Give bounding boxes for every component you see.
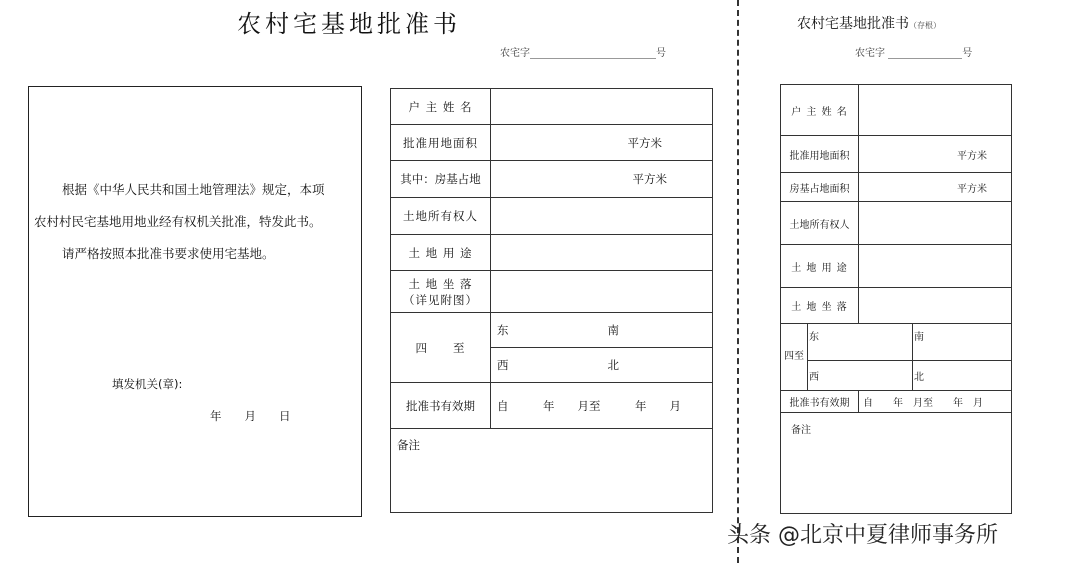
stub-holder-label: 土地所有权人 (781, 202, 859, 245)
stub-use-field[interactable] (859, 245, 1012, 288)
use-label: 土 地 用 途 (391, 235, 491, 271)
serial-number (500, 44, 666, 59)
stub-validity-field[interactable]: 自 年 月至 年 月 (859, 391, 1012, 413)
use-field[interactable] (491, 235, 713, 271)
stub-area-label: 批准用地面积 (781, 136, 859, 173)
stub-owner-field[interactable] (859, 85, 1012, 136)
stub-east-field[interactable]: 东 (808, 324, 913, 361)
certificate-title: 农村宅基地批准书 (237, 10, 461, 38)
location-label (391, 271, 491, 313)
stub-title-suffix: （存根） (909, 21, 941, 30)
stub-location-label: 土 地 坐 落 (781, 288, 859, 324)
stub-house-label: 房基占地面积 (781, 173, 859, 202)
north-field[interactable]: 北 (602, 348, 713, 383)
stub-west-field[interactable]: 西 (808, 361, 913, 391)
stub-house-unit[interactable]: 平方米 (859, 173, 1012, 202)
location-text: 土 地 坐 落 (408, 276, 473, 291)
stub-south-field[interactable]: 南 (913, 324, 1012, 361)
validity-field[interactable]: 自 年 月至 年 月 (491, 383, 713, 429)
serial-suffix: 号 (656, 48, 666, 59)
area-unit[interactable]: 平方米 (491, 125, 713, 161)
stub-validity-label: 批准书有效期 (781, 391, 859, 413)
serial-prefix: 农宅字 (500, 48, 530, 59)
stub-holder-field[interactable] (859, 202, 1012, 245)
holder-field[interactable] (491, 198, 713, 235)
paragraph-line: 请严格按照本批准书要求使用宅基地。 (62, 246, 275, 261)
serial-prefix: 农宅字 (855, 48, 885, 59)
stub-bounds-label: 四至 (781, 324, 808, 391)
serial-suffix: 号 (962, 48, 973, 59)
stub-title-text: 农村宅基地批准书 (797, 16, 909, 32)
house-area-label: 其中：房基占地 (391, 161, 491, 198)
issue-date: 年 月 日 (210, 409, 291, 423)
location-field[interactable] (491, 271, 713, 313)
watermark: 头条 @北京中夏律师事务所 (727, 523, 998, 548)
owner-label: 户 主 姓 名 (391, 89, 491, 125)
owner-field[interactable] (491, 89, 713, 125)
certificate-table (390, 88, 713, 513)
issuer-label: 填发机关(章): (112, 377, 183, 391)
certificate-body-box (28, 86, 362, 517)
location-note: （详见附图） (403, 292, 478, 307)
bounds-label: 四 至 (391, 313, 491, 383)
remark-field[interactable]: 备注 (391, 429, 713, 513)
holder-label: 土地所有权人 (391, 198, 491, 235)
area-label: 批准用地面积 (391, 125, 491, 161)
paragraph-line: 农村村民宅基地用地业经有权机关批准，特发此书。 (34, 214, 322, 229)
validity-label: 批准书有效期 (391, 383, 491, 429)
stub-area-unit[interactable]: 平方米 (859, 136, 1012, 173)
stub-serial-number (855, 44, 972, 59)
stub-location-field[interactable] (859, 288, 1012, 324)
house-area-unit[interactable]: 平方米 (491, 161, 713, 198)
paragraph-line: 根据《中华人民共和国土地管理法》规定，本项 (62, 182, 325, 197)
stub-table (780, 84, 1012, 514)
stub-owner-label: 户 主 姓 名 (781, 85, 859, 136)
certificate-text (34, 174, 364, 270)
stub-remark-field[interactable]: 备注 (781, 413, 1012, 514)
west-field[interactable]: 西 (491, 348, 602, 383)
south-field[interactable]: 南 (602, 313, 713, 348)
stub-title (797, 13, 941, 33)
stub-use-label: 土 地 用 途 (781, 245, 859, 288)
stub-north-field[interactable]: 北 (913, 361, 1012, 391)
east-field[interactable]: 东 (491, 313, 602, 348)
cut-line (737, 0, 739, 563)
